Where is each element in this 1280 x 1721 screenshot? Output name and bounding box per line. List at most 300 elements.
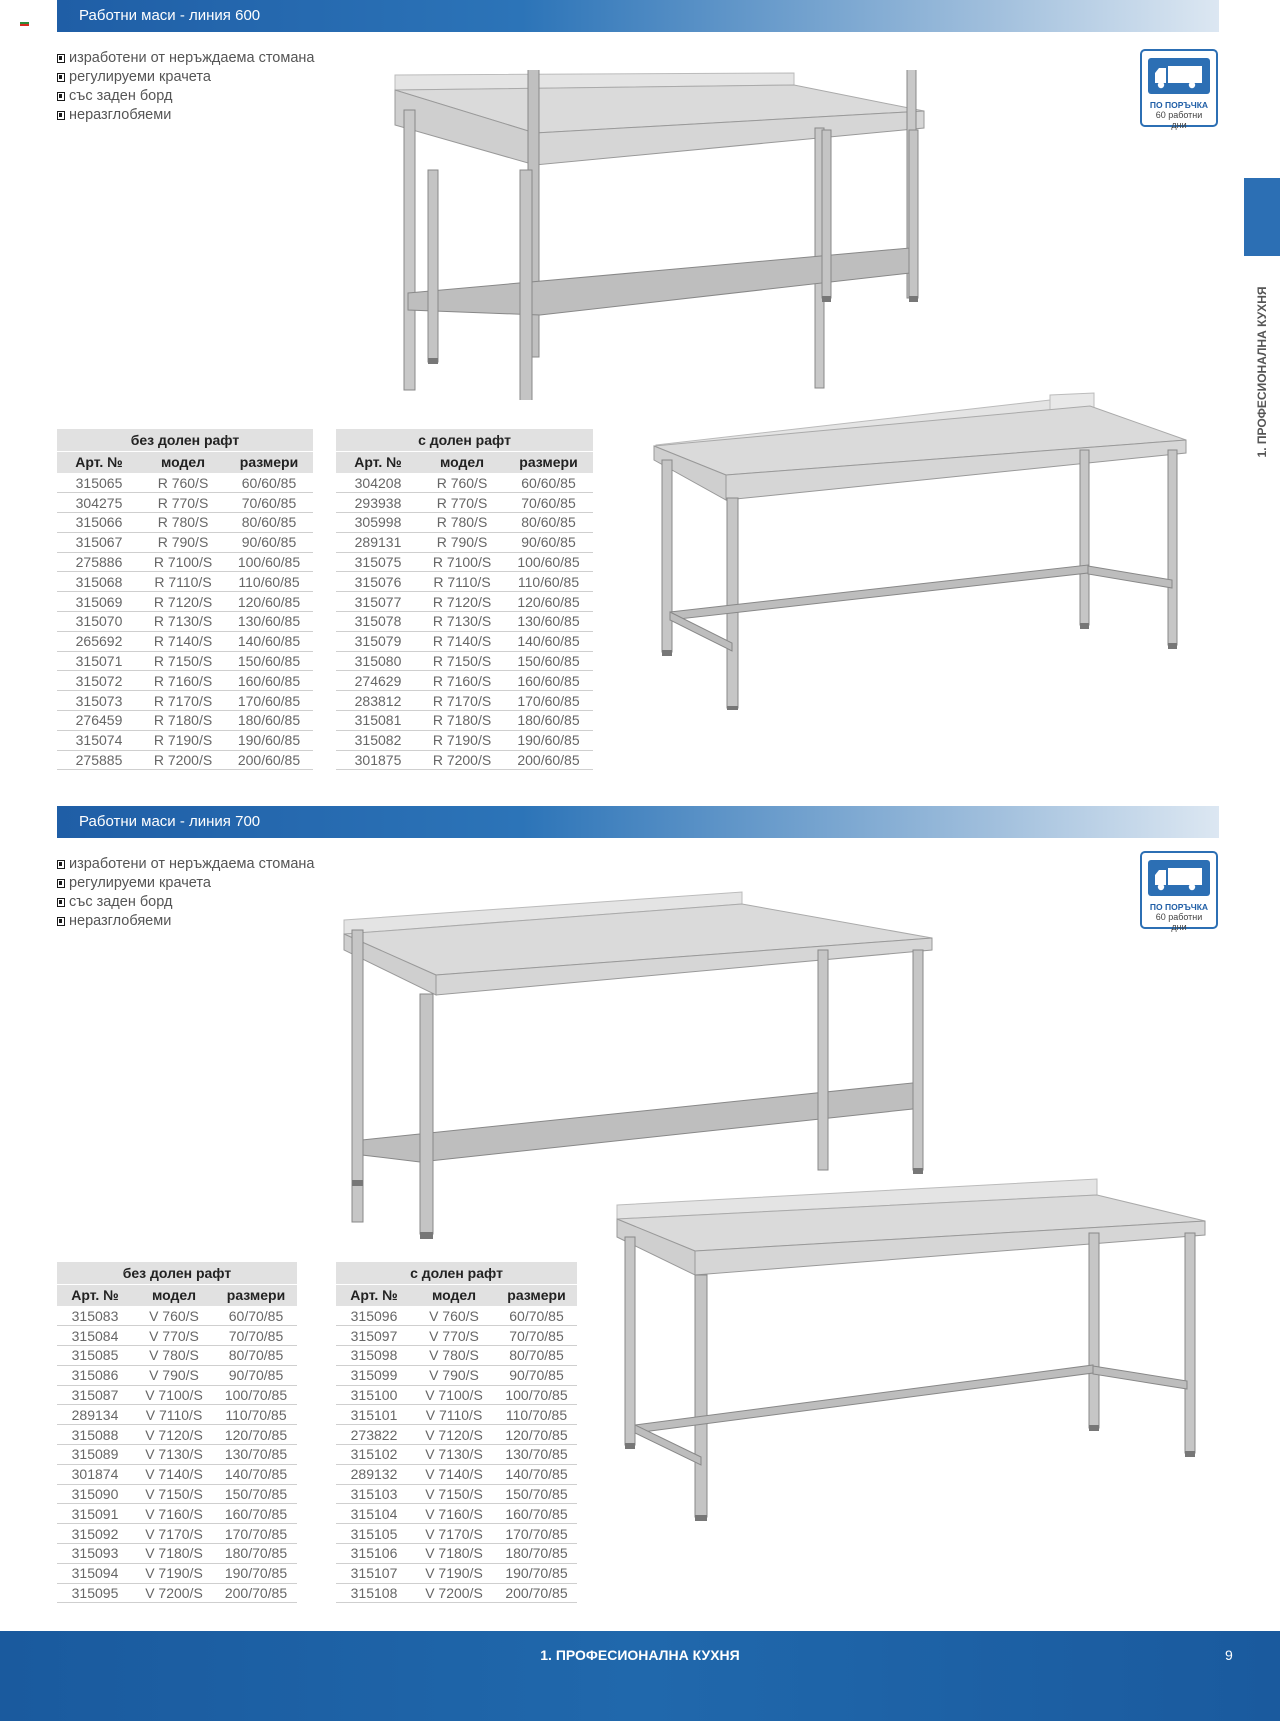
model-cell: V 790/S (412, 1365, 496, 1385)
model-cell: V 7160/S (133, 1504, 215, 1524)
bullet-square-icon (57, 917, 65, 926)
dimensions-cell: 70/60/85 (504, 493, 593, 513)
table-row (336, 631, 593, 651)
model-cell: R 7160/S (420, 671, 504, 691)
model-cell: R 7120/S (420, 592, 504, 612)
model-cell: V 7170/S (412, 1524, 496, 1544)
table-row (57, 493, 313, 513)
dimensions-cell: 170/70/85 (215, 1524, 297, 1544)
feature-item (57, 855, 314, 874)
article-number-cell: 315097 (336, 1326, 412, 1346)
section-title: Работни маси - линия 600 (79, 7, 261, 24)
table-row (57, 1544, 297, 1564)
column-header: размери (504, 451, 593, 473)
dimensions-cell: 60/70/85 (215, 1306, 297, 1326)
badge-label: ПО ПОРЪЧКА (1149, 902, 1209, 912)
table-row (336, 1425, 577, 1445)
table-heading: без долен рафт (57, 429, 313, 451)
article-number-cell: 315083 (57, 1306, 133, 1326)
table-row (57, 612, 313, 632)
dimensions-cell: 130/70/85 (496, 1445, 577, 1465)
feature-text: неразглобяеми (69, 913, 172, 929)
table-row (57, 750, 313, 770)
article-number-cell: 315085 (57, 1346, 133, 1366)
article-number-cell: 293938 (336, 493, 420, 513)
model-cell: R 760/S (420, 473, 504, 493)
article-number-cell: 315093 (57, 1544, 133, 1564)
dimensions-cell: 110/60/85 (225, 572, 313, 592)
model-cell: V 760/S (133, 1306, 215, 1326)
badge-days: 60 работни (1155, 110, 1203, 120)
dimensions-cell: 190/60/85 (504, 730, 593, 750)
page-number: 9 (1225, 1647, 1233, 1663)
column-header: модел (420, 451, 504, 473)
price-table-no-shelf (57, 1262, 297, 1603)
article-number-cell: 315103 (336, 1484, 412, 1504)
article-number-cell: 301874 (57, 1464, 133, 1484)
table-row (336, 473, 593, 493)
table-heading: с долен рафт (336, 429, 593, 451)
table-row (57, 473, 313, 493)
table-row (336, 1524, 577, 1544)
article-number-cell: 289134 (57, 1405, 133, 1425)
model-cell: V 7130/S (133, 1445, 215, 1465)
table-row (336, 612, 593, 632)
table-row (336, 1583, 577, 1603)
model-cell: R 7200/S (141, 750, 225, 770)
dimensions-cell: 110/70/85 (496, 1405, 577, 1425)
model-cell: R 7170/S (141, 691, 225, 711)
dimensions-cell: 100/70/85 (496, 1385, 577, 1405)
model-cell: V 7150/S (133, 1484, 215, 1504)
model-cell: R 7140/S (141, 631, 225, 651)
article-number-cell: 315066 (57, 513, 141, 533)
dimensions-cell: 170/60/85 (504, 691, 593, 711)
article-number-cell: 315107 (336, 1563, 412, 1583)
dimensions-cell: 120/70/85 (215, 1425, 297, 1445)
dimensions-cell: 180/60/85 (504, 711, 593, 731)
article-number-cell: 315101 (336, 1405, 412, 1425)
article-number-cell: 315089 (57, 1445, 133, 1465)
model-cell: R 7170/S (420, 691, 504, 711)
table-row (57, 1326, 297, 1346)
article-number-cell: 315088 (57, 1425, 133, 1445)
model-cell: V 7110/S (133, 1405, 215, 1425)
table-row (336, 532, 593, 552)
table-row (336, 1504, 577, 1524)
model-cell: R 7150/S (420, 651, 504, 671)
table-row (336, 1405, 577, 1425)
dimensions-cell: 140/60/85 (504, 631, 593, 651)
dimensions-cell: 90/70/85 (215, 1365, 297, 1385)
dimensions-cell: 120/70/85 (496, 1425, 577, 1445)
table-row (57, 1385, 297, 1405)
model-cell: V 7170/S (133, 1524, 215, 1544)
dimensions-cell: 170/60/85 (225, 691, 313, 711)
model-cell: R 7100/S (420, 552, 504, 572)
table-row (336, 750, 593, 770)
model-cell: V 780/S (133, 1346, 215, 1366)
dimensions-cell: 70/70/85 (215, 1326, 297, 1346)
model-cell: V 7150/S (412, 1484, 496, 1504)
dimensions-cell: 160/70/85 (496, 1504, 577, 1524)
dimensions-cell: 190/60/85 (225, 730, 313, 750)
dimensions-cell: 150/70/85 (215, 1484, 297, 1504)
article-number-cell: 289132 (336, 1464, 412, 1484)
article-number-cell: 275886 (57, 552, 141, 572)
article-number-cell: 315106 (336, 1544, 412, 1564)
model-cell: V 7100/S (133, 1385, 215, 1405)
column-header: модел (141, 451, 225, 473)
column-header: Арт. № (336, 451, 420, 473)
model-cell: R 780/S (420, 513, 504, 533)
dimensions-cell: 160/60/85 (225, 671, 313, 691)
chapter-side-label: 1. ПРОФЕСИОНАЛНА КУХНЯ (1255, 286, 1269, 458)
feature-text: регулируеми крачета (69, 69, 211, 85)
table-row (57, 691, 313, 711)
table-heading: с долен рафт (336, 1262, 577, 1284)
feature-text: регулируеми крачета (69, 875, 211, 891)
table-without-shelf-image (650, 390, 1190, 710)
table-row (57, 1346, 297, 1366)
model-cell: V 770/S (412, 1326, 496, 1346)
model-cell: R 7130/S (420, 612, 504, 632)
model-cell: V 7180/S (412, 1544, 496, 1564)
table-without-shelf-image (615, 1175, 1210, 1535)
model-cell: V 7200/S (133, 1583, 215, 1603)
dimensions-cell: 160/60/85 (504, 671, 593, 691)
article-number-cell: 301875 (336, 750, 420, 770)
article-number-cell: 305998 (336, 513, 420, 533)
dimensions-cell: 60/70/85 (496, 1306, 577, 1326)
model-cell: R 7140/S (420, 631, 504, 651)
dimensions-cell: 110/60/85 (504, 572, 593, 592)
model-cell: R 7130/S (141, 612, 225, 632)
table-row (57, 730, 313, 750)
article-number-cell: 315084 (57, 1326, 133, 1346)
dimensions-cell: 200/60/85 (225, 750, 313, 770)
price-table-with-shelf (336, 1262, 577, 1603)
article-number-cell: 304275 (57, 493, 141, 513)
section-title-bar (57, 806, 1219, 838)
article-number-cell: 315076 (336, 572, 420, 592)
model-cell: V 7160/S (412, 1504, 496, 1524)
dimensions-cell: 80/60/85 (504, 513, 593, 533)
table-row (336, 1544, 577, 1564)
dimensions-cell: 180/60/85 (225, 711, 313, 731)
dimensions-cell: 60/60/85 (504, 473, 593, 493)
column-header: модел (412, 1284, 496, 1306)
table-row (57, 513, 313, 533)
dimensions-cell: 100/60/85 (504, 552, 593, 572)
article-number-cell: 315094 (57, 1563, 133, 1583)
column-header: Арт. № (57, 1284, 133, 1306)
dimensions-cell: 90/60/85 (504, 532, 593, 552)
model-cell: R 760/S (141, 473, 225, 493)
order-badge (1140, 851, 1218, 932)
badge-label: ПО ПОРЪЧКА (1149, 100, 1209, 110)
badge-unit: дни (1171, 922, 1187, 932)
model-cell: V 7110/S (412, 1405, 496, 1425)
table-row (336, 730, 593, 750)
table-row (336, 1563, 577, 1583)
model-cell: R 7120/S (141, 592, 225, 612)
table-row (336, 572, 593, 592)
model-cell: V 7140/S (412, 1464, 496, 1484)
table-row (336, 513, 593, 533)
table-row (336, 1326, 577, 1346)
truck-icon (1148, 860, 1210, 896)
table-row (336, 493, 593, 513)
table-row (57, 1524, 297, 1544)
table-row (57, 1583, 297, 1603)
section-title: Работни маси - линия 700 (79, 813, 261, 830)
article-number-cell: 315091 (57, 1504, 133, 1524)
section-title-bar (57, 0, 1219, 32)
model-cell: R 7190/S (141, 730, 225, 750)
badge-days: 60 работни (1155, 912, 1203, 922)
article-number-cell: 315082 (336, 730, 420, 750)
model-cell: V 7120/S (412, 1425, 496, 1445)
feature-list (57, 855, 314, 931)
dimensions-cell: 100/60/85 (225, 552, 313, 572)
table-row (57, 1425, 297, 1445)
model-cell: V 770/S (133, 1326, 215, 1346)
price-table-no-shelf (57, 429, 313, 770)
bullet-square-icon (57, 54, 65, 63)
table-row (336, 592, 593, 612)
dimensions-cell: 130/70/85 (215, 1445, 297, 1465)
table-row (57, 1306, 297, 1326)
dimensions-cell: 180/70/85 (215, 1544, 297, 1564)
feature-item (57, 106, 314, 125)
article-number-cell: 315086 (57, 1365, 133, 1385)
dimensions-cell: 80/60/85 (225, 513, 313, 533)
article-number-cell: 315065 (57, 473, 141, 493)
feature-list (57, 49, 314, 125)
table-row (57, 631, 313, 651)
article-number-cell: 275885 (57, 750, 141, 770)
bullet-square-icon (57, 111, 65, 120)
article-number-cell: 289131 (336, 532, 420, 552)
model-cell: V 760/S (412, 1306, 496, 1326)
article-number-cell: 274629 (336, 671, 420, 691)
article-number-cell: 283812 (336, 691, 420, 711)
table-row (336, 1365, 577, 1385)
article-number-cell: 315102 (336, 1445, 412, 1465)
page-footer (0, 1631, 1280, 1721)
feature-text: неразглобяеми (69, 107, 172, 123)
table-row (57, 572, 313, 592)
table-row (57, 1484, 297, 1504)
dimensions-cell: 200/60/85 (504, 750, 593, 770)
feature-text: със заден борд (69, 88, 173, 104)
column-header: модел (133, 1284, 215, 1306)
dimensions-cell: 110/70/85 (215, 1405, 297, 1425)
bullet-square-icon (57, 879, 65, 888)
dimensions-cell: 120/60/85 (225, 592, 313, 612)
table-row (57, 651, 313, 671)
model-cell: V 7100/S (412, 1385, 496, 1405)
feature-item (57, 49, 314, 68)
model-cell: R 7110/S (420, 572, 504, 592)
article-number-cell: 315067 (57, 532, 141, 552)
table-with-shelf-image (390, 70, 930, 400)
feature-item (57, 87, 314, 106)
model-cell: R 7160/S (141, 671, 225, 691)
article-number-cell: 315096 (336, 1306, 412, 1326)
dimensions-cell: 190/70/85 (215, 1563, 297, 1583)
dimensions-cell: 120/60/85 (504, 592, 593, 612)
dimensions-cell: 70/70/85 (496, 1326, 577, 1346)
model-cell: R 7200/S (420, 750, 504, 770)
table-row (57, 671, 313, 691)
article-number-cell: 315079 (336, 631, 420, 651)
column-header: Арт. № (336, 1284, 412, 1306)
model-cell: R 7180/S (141, 711, 225, 731)
dimensions-cell: 200/70/85 (496, 1583, 577, 1603)
article-number-cell: 265692 (57, 631, 141, 651)
article-number-cell: 315104 (336, 1504, 412, 1524)
article-number-cell: 315092 (57, 1524, 133, 1544)
dimensions-cell: 140/70/85 (496, 1464, 577, 1484)
dimensions-cell: 70/60/85 (225, 493, 313, 513)
model-cell: R 7100/S (141, 552, 225, 572)
model-cell: R 790/S (420, 532, 504, 552)
column-header: Арт. № (57, 451, 141, 473)
table-row (57, 1365, 297, 1385)
article-number-cell: 315081 (336, 711, 420, 731)
column-header: размери (496, 1284, 577, 1306)
table-row (336, 552, 593, 572)
table-row (336, 1445, 577, 1465)
language-flag-icon (20, 20, 29, 26)
table-row (57, 1464, 297, 1484)
dimensions-cell: 200/70/85 (215, 1583, 297, 1603)
table-row (336, 651, 593, 671)
dimensions-cell: 170/70/85 (496, 1524, 577, 1544)
dimensions-cell: 190/70/85 (496, 1563, 577, 1583)
article-number-cell: 315071 (57, 651, 141, 671)
model-cell: V 7130/S (412, 1445, 496, 1465)
article-number-cell: 315073 (57, 691, 141, 711)
table-row (336, 1306, 577, 1326)
model-cell: R 790/S (141, 532, 225, 552)
article-number-cell: 315074 (57, 730, 141, 750)
dimensions-cell: 100/70/85 (215, 1385, 297, 1405)
dimensions-cell: 160/70/85 (215, 1504, 297, 1524)
chapter-tab (1244, 178, 1280, 256)
table-row (336, 711, 593, 731)
dimensions-cell: 150/70/85 (496, 1484, 577, 1504)
table-row (57, 711, 313, 731)
model-cell: V 7190/S (133, 1563, 215, 1583)
article-number-cell: 315099 (336, 1365, 412, 1385)
model-cell: R 7150/S (141, 651, 225, 671)
table-row (57, 1445, 297, 1465)
feature-item (57, 68, 314, 87)
table-row (336, 1346, 577, 1366)
feature-text: със заден борд (69, 894, 173, 910)
column-header: размери (225, 451, 313, 473)
dimensions-cell: 90/60/85 (225, 532, 313, 552)
article-number-cell: 315080 (336, 651, 420, 671)
model-cell: V 7120/S (133, 1425, 215, 1445)
article-number-cell: 315072 (57, 671, 141, 691)
bullet-square-icon (57, 898, 65, 907)
article-number-cell: 315069 (57, 592, 141, 612)
model-cell: V 790/S (133, 1365, 215, 1385)
table-row (336, 1484, 577, 1504)
feature-item (57, 874, 314, 893)
truck-icon (1148, 58, 1210, 94)
table-row (336, 671, 593, 691)
price-table-with-shelf (336, 429, 593, 770)
model-cell: R 7180/S (420, 711, 504, 731)
column-header: размери (215, 1284, 297, 1306)
dimensions-cell: 90/70/85 (496, 1365, 577, 1385)
article-number-cell: 315098 (336, 1346, 412, 1366)
article-number-cell: 276459 (57, 711, 141, 731)
dimensions-cell: 150/60/85 (504, 651, 593, 671)
dimensions-cell: 80/70/85 (496, 1346, 577, 1366)
article-number-cell: 315070 (57, 612, 141, 632)
model-cell: R 780/S (141, 513, 225, 533)
model-cell: R 770/S (420, 493, 504, 513)
article-number-cell: 315090 (57, 1484, 133, 1504)
dimensions-cell: 80/70/85 (215, 1346, 297, 1366)
feature-text: изработени от неръждаема стомана (69, 50, 315, 66)
article-number-cell: 315075 (336, 552, 420, 572)
table-row (57, 1504, 297, 1524)
model-cell: V 7140/S (133, 1464, 215, 1484)
model-cell: V 7190/S (412, 1563, 496, 1583)
dimensions-cell: 140/60/85 (225, 631, 313, 651)
article-number-cell: 315078 (336, 612, 420, 632)
model-cell: R 770/S (141, 493, 225, 513)
article-number-cell: 315068 (57, 572, 141, 592)
article-number-cell: 304208 (336, 473, 420, 493)
bullet-square-icon (57, 92, 65, 101)
dimensions-cell: 130/60/85 (225, 612, 313, 632)
dimensions-cell: 150/60/85 (225, 651, 313, 671)
dimensions-cell: 180/70/85 (496, 1544, 577, 1564)
feature-text: изработени от неръждаема стомана (69, 856, 315, 872)
article-number-cell: 315100 (336, 1385, 412, 1405)
article-number-cell: 273822 (336, 1425, 412, 1445)
dimensions-cell: 60/60/85 (225, 473, 313, 493)
feature-item (57, 893, 314, 912)
table-row (57, 1405, 297, 1425)
footer-chapter-title: 1. ПРОФЕСИОНАЛНА КУХНЯ (540, 1647, 740, 1663)
bullet-square-icon (57, 73, 65, 82)
bullet-square-icon (57, 860, 65, 869)
model-cell: R 7110/S (141, 572, 225, 592)
table-row (57, 592, 313, 612)
table-heading: без долен рафт (57, 1262, 297, 1284)
dimensions-cell: 140/70/85 (215, 1464, 297, 1484)
article-number-cell: 315105 (336, 1524, 412, 1544)
table-row (336, 1464, 577, 1484)
model-cell: V 7200/S (412, 1583, 496, 1603)
dimensions-cell: 130/60/85 (504, 612, 593, 632)
model-cell: V 7180/S (133, 1544, 215, 1564)
table-row (336, 1385, 577, 1405)
article-number-cell: 315108 (336, 1583, 412, 1603)
model-cell: V 780/S (412, 1346, 496, 1366)
table-row (57, 1563, 297, 1583)
model-cell: R 7190/S (420, 730, 504, 750)
